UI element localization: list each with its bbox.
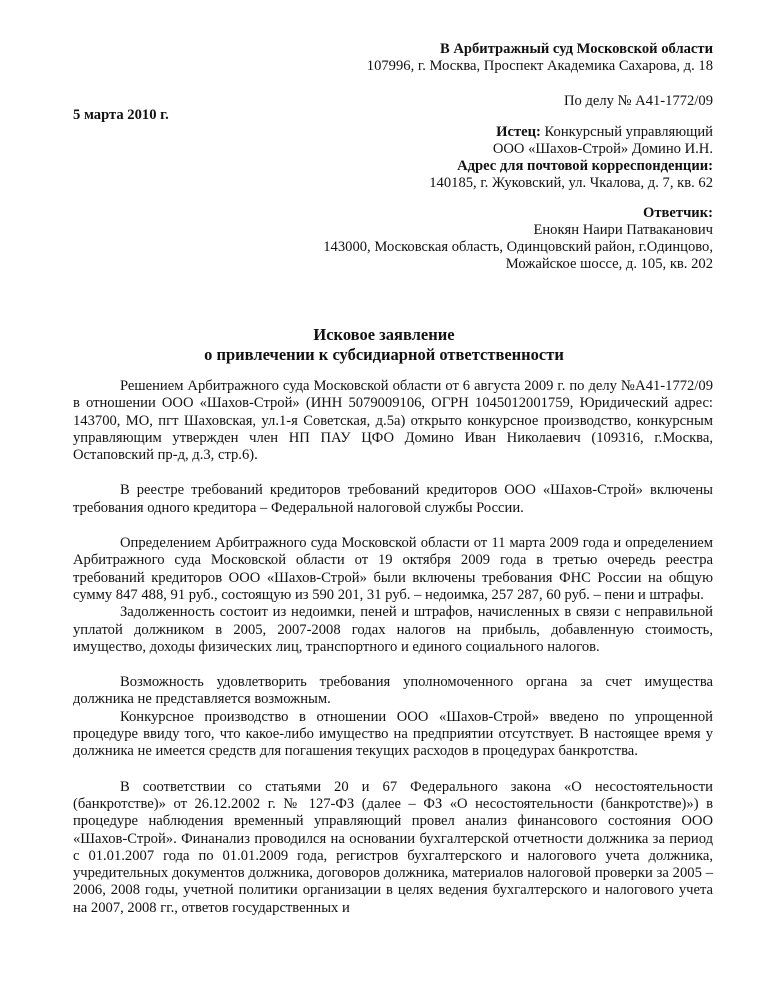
- paragraph-7: В соответствии со статьями 20 и 67 Федерального закона «О несостоятельности (банкротстве)» от 26.12.2002 г. № 127-ФЗ (далее – ФЗ «О несостоятельности (банкротстве)») в процедуре наблюдения временный управляющий провел анализ финансового состояния ООО «Шахов-Строй». Финанализ проводился на основании бухгалтерской отчетности должника за период с 01.01.2007 года по 01.01.2009 года, регистров бухгалтерского и налогового учета должника, учредительных документов должника, договоров должника, материалов налоговой проверки за 2005 –2006, 2008 годы, учетной политики организации в целях ведения бухгалтерского и налогового учета на 2007, 2008 гг., ответов государственных и: [73, 778, 713, 916]
- court-address: 107996, г. Москва, Проспект Академика Сахарова, д. 18: [366, 58, 713, 74]
- document-date: 5 марта 2010 г.: [73, 107, 169, 123]
- paragraph-5: Возможность удовлетворить требования уполномоченного органа за счет имущества должника не представляется возможным.: [73, 674, 713, 708]
- paragraph-2: В реестре требований кредиторов требований кредиторов ООО «Шахов-Строй» включены требования одного кредитора – Федеральной налоговой службы России.: [73, 482, 713, 516]
- mail-address: 140185, г. Жуковский, ул. Чкалова, д. 7, кв. 62: [429, 175, 713, 191]
- paragraph-3: Определением Арбитражного суда Московской области от 11 марта 2009 года и определением Арбитражного суда Московской области от 19 октября 2009 года в третью очередь реестра требований кредиторов ООО «Шахов-Строй» были включены требования ФНС России на общую сумму 847 488, 91 руб., состоящую из 590 201, 31 руб. – недоимка, 257 287, 60 руб. – пени и штрафы.: [73, 535, 713, 603]
- case-number: По делу № А41-1772/09: [563, 93, 713, 109]
- document-title: [0, 325, 768, 365]
- document-body: [73, 378, 713, 917]
- paragraph-1: Решением Арбитражного суда Московской области от 6 августа 2009 г. по делу №А41-1772/09 в отношении ООО «Шахов-Строй» (ИНН 5079009106, ОГРН 1045012001759, Юридический адрес: 143700, МО, пгт Шаховская, ул.1-я Советская, д.5а) открыто конкурсное производство, конкурсным управляющим утвержден член НП ПАУ ЦФО Домино Иван Николаевич (109316, г.Москва, Остаповский пр-д, д.3, стр.6).: [73, 378, 713, 464]
- court-name: В Арбитражный суд Московской области: [439, 41, 713, 57]
- defendant-label: Ответчик:: [643, 205, 713, 221]
- title-line-1: Исковое заявление: [313, 325, 455, 344]
- defendant-address-1: 143000, Московская область, Одинцовский район, г.Одинцово,: [323, 239, 713, 255]
- plaintiff-block: [429, 124, 713, 192]
- paragraph-6: Конкурсное производство в отношении ООО «Шахов-Строй» введено по упрощенной процедуре ввиду того, что какое-либо имущество на предприятии отсутствует. В настоящее время у должника не имеется средств для погашения текущих расходов в процедурах банкротства.: [73, 708, 713, 760]
- paragraph-4: Задолженность состоит из недоимки, пеней и штрафов, начисленных в связи с неправильной уплатой должником в 2005, 2007-2008 годах налогов на прибыль, добавленную стоимость, имущество, доходы физических лиц, транспортного и единого социального налогов.: [73, 604, 713, 655]
- court-block: [367, 41, 713, 75]
- defendant-block: [323, 205, 713, 273]
- plaintiff-label: Истец:: [496, 124, 541, 140]
- plaintiff-line-1: [429, 124, 713, 141]
- defendant-name: Енокян Наири Патваканович: [533, 222, 713, 238]
- plaintiff-role: Конкурсный управляющий: [544, 124, 713, 140]
- defendant-address-2: Можайское шоссе, д. 105, кв. 202: [505, 256, 713, 272]
- mail-label: Адрес для почтовой корреспонденции:: [457, 158, 713, 174]
- plaintiff-line-2: ООО «Шахов-Строй» Домино И.Н.: [492, 141, 713, 157]
- title-line-2: о привлечении к субсидиарной ответственности: [204, 345, 564, 364]
